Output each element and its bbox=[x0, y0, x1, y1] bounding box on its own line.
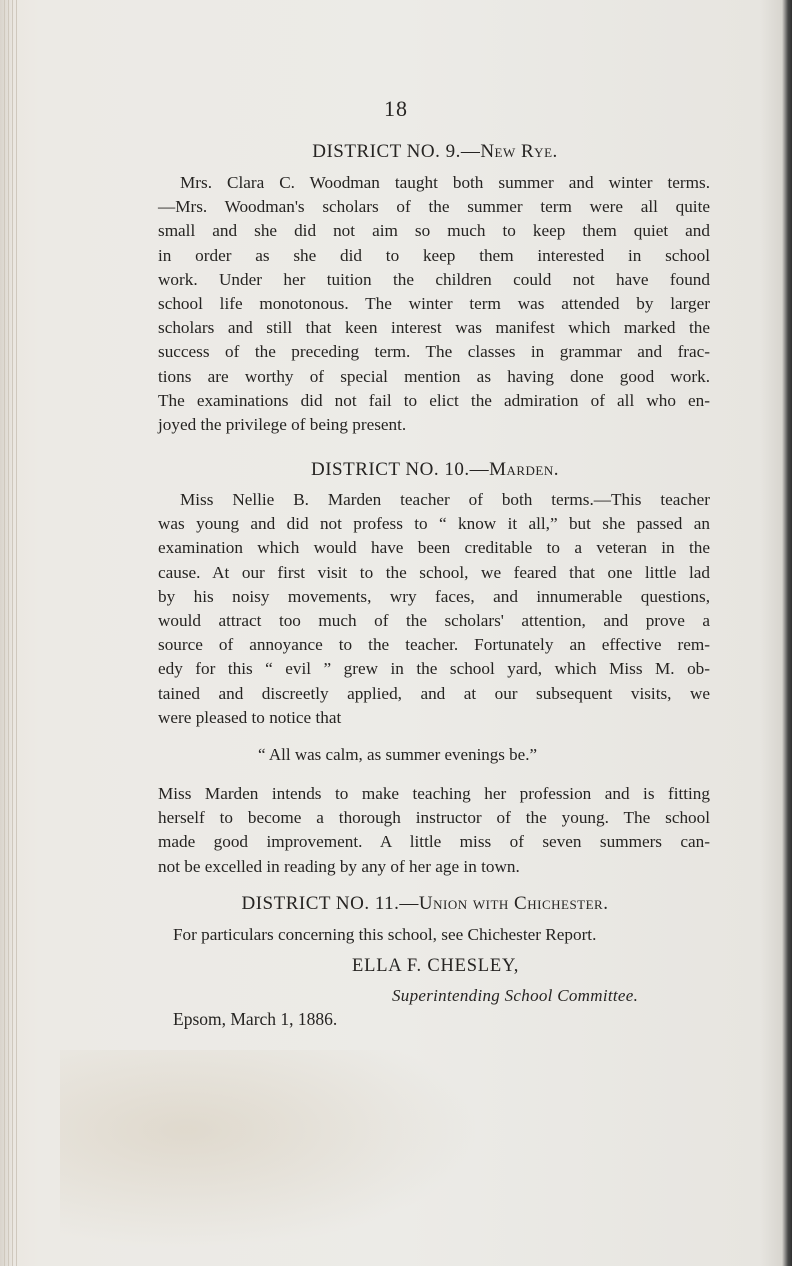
signature-name: ELLA F. CHESLEY, bbox=[352, 956, 520, 976]
text-line: work. Under her tuition the children could not have found bbox=[158, 269, 710, 289]
text-line: not be excelled in reading by any of her age in town. bbox=[158, 856, 520, 876]
district-11-heading bbox=[0, 893, 792, 915]
district-heading-name: Marden. bbox=[489, 459, 560, 480]
page-edge bbox=[16, 0, 17, 1266]
text-line: The examinations did not fail to elict the admiration of all who en- bbox=[158, 390, 710, 410]
poem-quote: “ All was calm, as summer evenings be.” bbox=[258, 745, 538, 764]
text-line: were pleased to notice that bbox=[158, 707, 342, 727]
paper-stain bbox=[60, 1050, 480, 1250]
text-line: examination which would have been creditable to a veteran in the bbox=[158, 538, 710, 558]
text-line: herself to become a thorough instructor of the young. The school bbox=[158, 808, 710, 828]
district-heading-name: Union with Chichester. bbox=[418, 893, 609, 914]
district-heading-label: DISTRICT NO. 11.— bbox=[241, 893, 419, 914]
text-line: was young and did not profess to “ know it all,” but she passed an bbox=[158, 514, 710, 534]
text-line: joyed the privilege of being present. bbox=[158, 415, 407, 434]
text-line: Mrs. Clara C. Woodman taught both summer and winter terms. bbox=[180, 173, 710, 192]
text-line: source of annoyance to the teacher. Fortunately an effective rem- bbox=[158, 635, 710, 655]
text-line: tained and discreetly applied, and at our subsequent visits, we bbox=[158, 683, 710, 703]
text-line: success of the preceding term. The classes in grammar and frac- bbox=[158, 342, 710, 362]
text-line: —Mrs. Woodman's scholars of the summer term were all quite bbox=[158, 197, 710, 217]
district-10-heading bbox=[0, 459, 792, 481]
text-line: cause. At our first visit to the school, we feared that one little lad bbox=[158, 562, 710, 582]
district-heading-label: DISTRICT NO. 10.— bbox=[310, 459, 490, 480]
page-edge bbox=[12, 0, 13, 1266]
text-line: Miss Marden intends to make teaching her profession and is fitting bbox=[158, 784, 710, 803]
text-line: small and she did not aim so much to keep them quiet and bbox=[158, 221, 710, 241]
signature-title: Superintending School Committee. bbox=[392, 986, 639, 1005]
page-number: 18 bbox=[384, 96, 408, 121]
signature-date: Epsom, March 1, 1886. bbox=[173, 1009, 338, 1029]
district-9-heading bbox=[0, 141, 792, 163]
text-line: scholars and still that keen interest was manifest which marked the bbox=[158, 318, 710, 338]
page-edge bbox=[8, 0, 9, 1266]
text-line: made good improvement. A little miss of seven summers can- bbox=[158, 832, 710, 852]
text-line: tions are worthy of special mention as having done good work. bbox=[158, 366, 710, 386]
page-edge bbox=[4, 0, 5, 1266]
text-line: in order as she did to keep them interested in school bbox=[158, 245, 710, 265]
text-line: Miss Nellie B. Marden teacher of both terms.—This teacher bbox=[180, 490, 710, 509]
district-heading-label: DISTRICT NO. 9.— bbox=[312, 141, 481, 162]
text-line: school life monotonous. The winter term was attended by larger bbox=[158, 294, 710, 313]
district-11-text: For particulars concerning this school, see Chichester Report. bbox=[173, 925, 597, 944]
text-line: by his noisy movements, wry faces, and innumerable questions, bbox=[158, 586, 710, 606]
text-line: edy for this “ evil ” grew in the school yard, which Miss M. ob- bbox=[158, 659, 710, 679]
text-line: would attract too much of the scholars' attention, and prove a bbox=[158, 611, 710, 630]
district-heading-name: New Rye. bbox=[480, 141, 558, 162]
